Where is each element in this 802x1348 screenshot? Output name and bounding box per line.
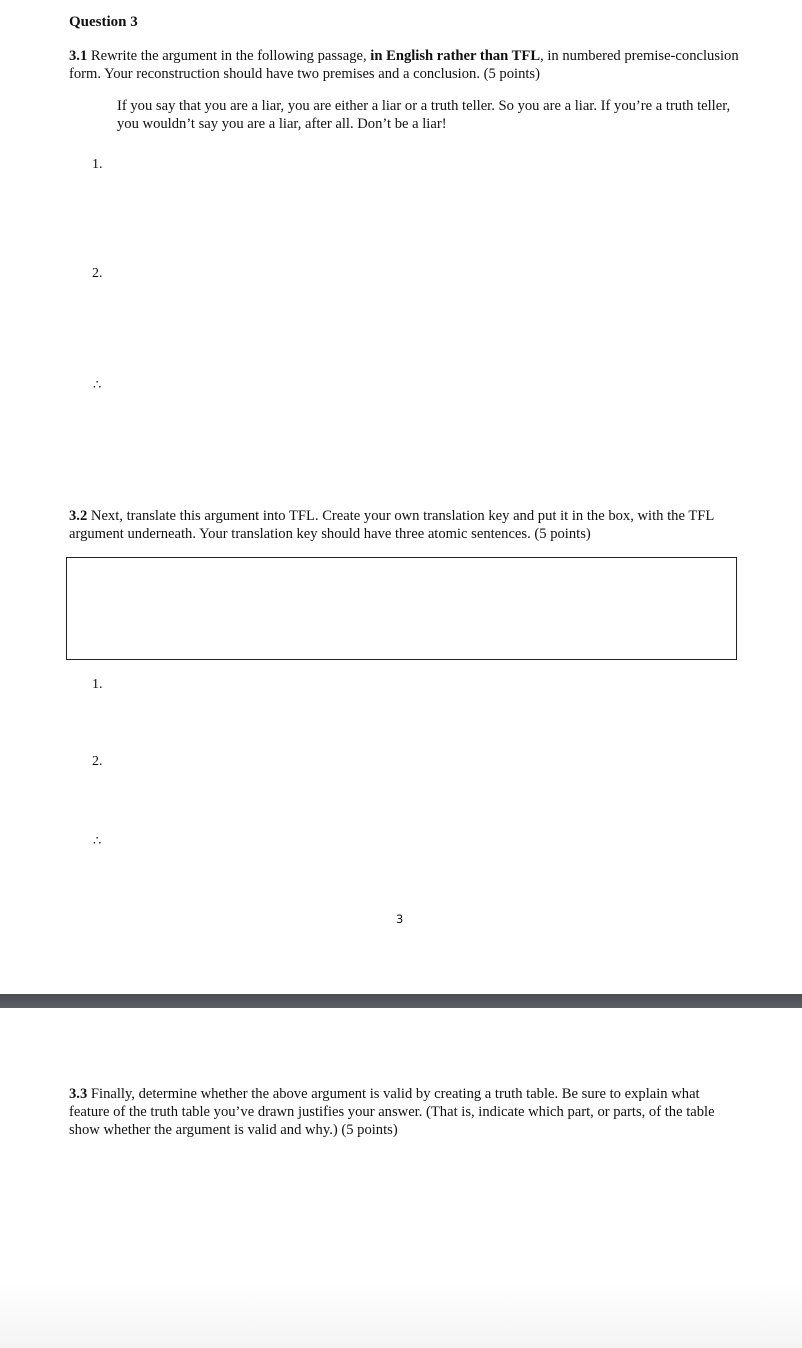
answer-3-2-premise-1: 1. [92,677,103,692]
question-heading: Question 3 [69,14,138,30]
question-3-2-text: Next, translate this argument into TFL. Create your own translation key and put it in the box, with the TFL argument underneath. Your translation key should have three atomic sentences. (5 points) [69,508,714,542]
page-2 [0,1008,802,1348]
argument-passage: If you say that you are a liar, you are either a liar or a truth teller. So you are a liar. If you’re a truth teller, you wouldn’t say you are a liar, after all. Don’t be a liar! [117,98,731,132]
page-number: 3 [396,912,404,926]
question-3-2-number: 3.2 [69,508,88,524]
answer-3-1-premise-1: 1. [92,157,103,172]
question-3-1-prompt [69,47,739,83]
question-3-2-prompt [69,507,739,543]
page-divider [0,994,802,1008]
translation-key-box[interactable] [66,557,737,660]
answer-3-1-premise-2: 2. [92,266,103,281]
question-3-3-prompt [69,1085,737,1139]
question-3-1-text-before: Rewrite the argument in the following passage, [87,48,371,64]
answer-3-2-conclusion: ∴ [93,833,102,848]
question-3-1-bold-text: in English rather than TFL [370,48,541,64]
question-3-3-number: 3.3 [69,1086,88,1102]
answer-3-2-premise-2: 2. [92,754,103,769]
question-3-1-number: 3.1 [69,48,88,64]
question-3-3-text: Finally, determine whether the above argument is valid by creating a truth table. Be sure to explain what feature of the truth table you’ve drawn justifies your answer. (That is, indicate which part, or parts, of the table show whether the argument is valid and why.) (5 points) [69,1086,715,1138]
answer-3-1-conclusion: ∴ [93,377,102,392]
question-3-1-text-after: , in numbered premise-conclusion form. Your reconstruction should have two premises and a conclusion. (5 points) [69,48,739,82]
